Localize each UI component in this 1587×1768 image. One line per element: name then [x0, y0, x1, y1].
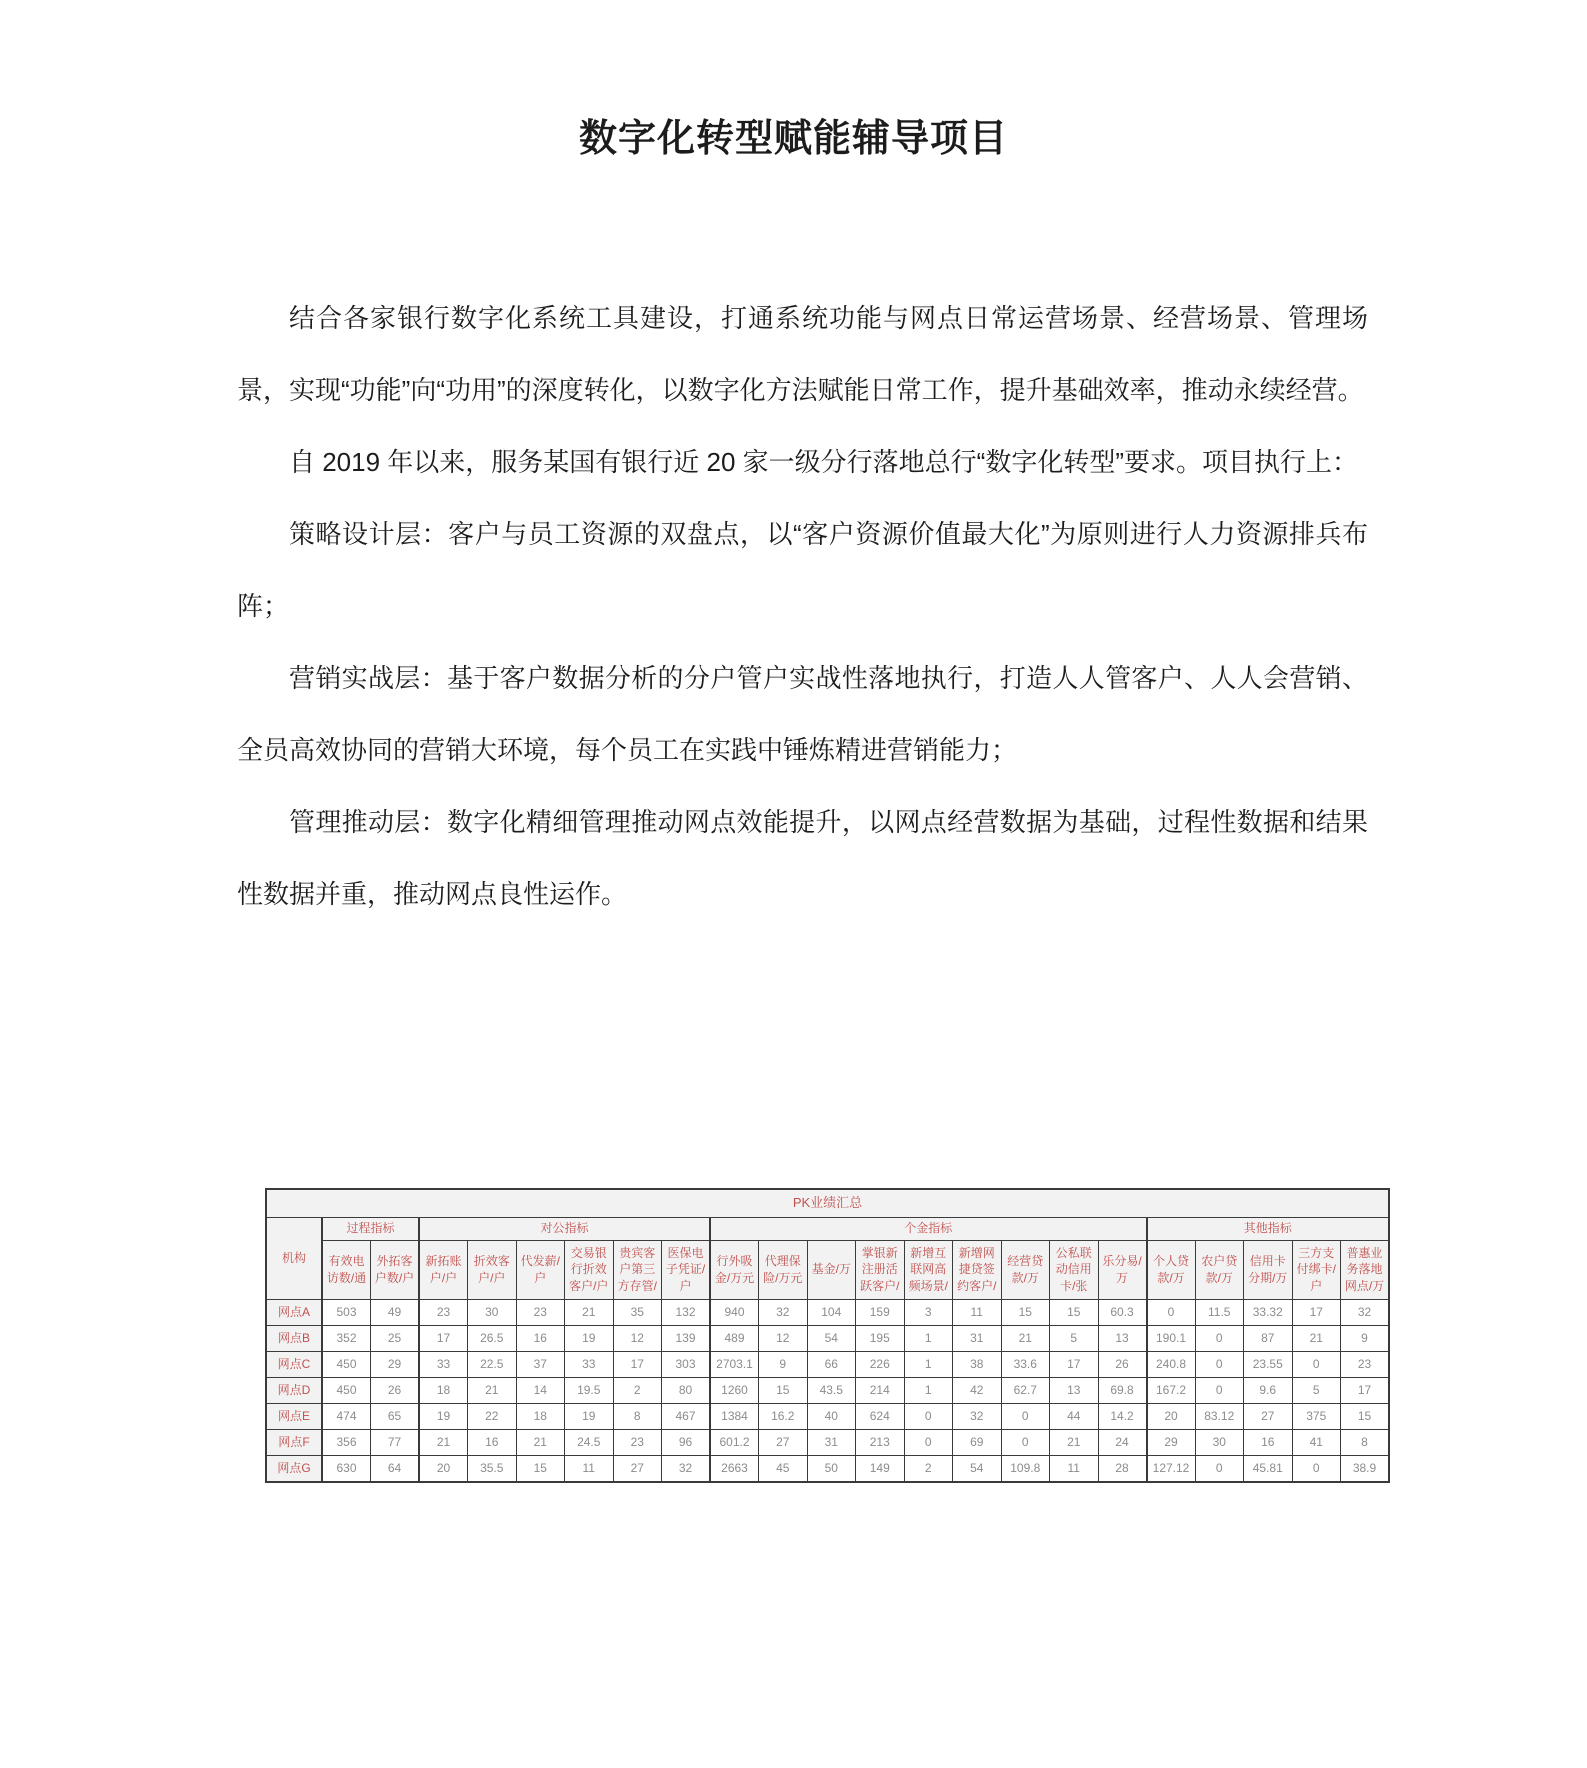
value-cell: 375 — [1292, 1403, 1341, 1429]
value-cell: 0 — [1292, 1455, 1341, 1482]
column-header: 代发薪/户 — [516, 1240, 565, 1299]
value-cell: 32 — [662, 1455, 711, 1482]
value-cell: 15 — [1050, 1299, 1099, 1325]
value-cell: 26 — [1098, 1351, 1147, 1377]
value-cell: 49 — [371, 1299, 420, 1325]
value-cell: 54 — [953, 1455, 1002, 1482]
table-row — [266, 1351, 1389, 1377]
column-header: 公私联动信用卡/张 — [1050, 1240, 1099, 1299]
value-cell: 356 — [322, 1429, 371, 1455]
value-cell: 66 — [807, 1351, 856, 1377]
table-row — [266, 1377, 1389, 1403]
value-cell: 30 — [1195, 1429, 1244, 1455]
value-cell: 0 — [1195, 1325, 1244, 1351]
value-cell: 474 — [322, 1403, 371, 1429]
value-cell: 213 — [856, 1429, 905, 1455]
value-cell: 195 — [856, 1325, 905, 1351]
value-cell: 303 — [662, 1351, 711, 1377]
value-cell: 17 — [1050, 1351, 1099, 1377]
value-cell: 0 — [1195, 1377, 1244, 1403]
value-cell: 38 — [953, 1351, 1002, 1377]
value-cell: 0 — [1292, 1351, 1341, 1377]
value-cell: 26 — [371, 1377, 420, 1403]
table-row — [266, 1325, 1389, 1351]
value-cell: 22.5 — [468, 1351, 517, 1377]
group-header: 对公指标 — [419, 1217, 710, 1240]
value-cell: 0 — [1195, 1455, 1244, 1482]
value-cell: 13 — [1050, 1377, 1099, 1403]
value-cell: 83.12 — [1195, 1403, 1244, 1429]
table-title-row — [266, 1189, 1389, 1218]
value-cell: 45 — [759, 1455, 808, 1482]
column-header: 普惠业务落地网点/万 — [1341, 1240, 1390, 1299]
value-cell: 16 — [468, 1429, 517, 1455]
value-cell: 29 — [371, 1351, 420, 1377]
value-cell: 12 — [613, 1325, 662, 1351]
value-cell: 33.6 — [1001, 1351, 1050, 1377]
column-header: 信用卡分期/万 — [1244, 1240, 1293, 1299]
value-cell: 11 — [953, 1299, 1002, 1325]
value-cell: 27 — [613, 1455, 662, 1482]
value-cell: 14.2 — [1098, 1403, 1147, 1429]
value-cell: 32 — [953, 1403, 1002, 1429]
group-header: 个金指标 — [710, 1217, 1147, 1240]
value-cell: 214 — [856, 1377, 905, 1403]
pk-performance-table — [265, 1188, 1390, 1483]
value-cell: 50 — [807, 1455, 856, 1482]
value-cell: 38.9 — [1341, 1455, 1390, 1482]
value-cell: 69 — [953, 1429, 1002, 1455]
value-cell: 17 — [1292, 1299, 1341, 1325]
value-cell: 240.8 — [1147, 1351, 1196, 1377]
value-cell: 0 — [904, 1403, 953, 1429]
column-header: 新增互联网高频场景/ — [904, 1240, 953, 1299]
value-cell: 21 — [1050, 1429, 1099, 1455]
org-cell: 网点B — [266, 1325, 322, 1351]
column-header-row — [266, 1240, 1389, 1299]
value-cell: 32 — [759, 1299, 808, 1325]
value-cell: 26.5 — [468, 1325, 517, 1351]
value-cell: 489 — [710, 1325, 759, 1351]
column-header: 医保电子凭证/户 — [662, 1240, 711, 1299]
value-cell: 149 — [856, 1455, 905, 1482]
value-cell: 0 — [1001, 1429, 1050, 1455]
value-cell: 21 — [1292, 1325, 1341, 1351]
value-cell: 60.3 — [1098, 1299, 1147, 1325]
value-cell: 64 — [371, 1455, 420, 1482]
org-cell: 网点D — [266, 1377, 322, 1403]
value-cell: 2663 — [710, 1455, 759, 1482]
paragraph-1: 结合各家银行数字化系统工具建设，打通系统功能与网点日常运营场景、经营场景、管理场景，实现“功能”向“功用”的深度转化，以数字化方法赋能日常工作，提升基础效率，推动永续经营。 — [237, 302, 1368, 405]
value-cell: 15 — [1341, 1403, 1390, 1429]
column-header: 新增网捷贷签约客户/ — [953, 1240, 1002, 1299]
value-cell: 21 — [468, 1377, 517, 1403]
value-cell: 30 — [468, 1299, 517, 1325]
value-cell: 20 — [1147, 1403, 1196, 1429]
value-cell: 1260 — [710, 1377, 759, 1403]
value-cell: 19 — [565, 1403, 614, 1429]
value-cell: 21 — [419, 1429, 468, 1455]
paragraph-3: 策略设计层：客户与员工资源的双盘点，以“客户资源价值最大化”为原则进行人力资源排兵布阵； — [237, 518, 1368, 621]
value-cell: 62.7 — [1001, 1377, 1050, 1403]
value-cell: 601.2 — [710, 1429, 759, 1455]
org-cell: 网点G — [266, 1455, 322, 1482]
column-header: 基金/万 — [807, 1240, 856, 1299]
value-cell: 29 — [1147, 1429, 1196, 1455]
value-cell: 16 — [1244, 1429, 1293, 1455]
value-cell: 1384 — [710, 1403, 759, 1429]
value-cell: 65 — [371, 1403, 420, 1429]
value-cell: 190.1 — [1147, 1325, 1196, 1351]
org-cell: 网点C — [266, 1351, 322, 1377]
value-cell: 43.5 — [807, 1377, 856, 1403]
value-cell: 11 — [565, 1455, 614, 1482]
value-cell: 17 — [613, 1351, 662, 1377]
value-cell: 20 — [419, 1455, 468, 1482]
value-cell: 3 — [904, 1299, 953, 1325]
value-cell: 2703.1 — [710, 1351, 759, 1377]
value-cell: 40 — [807, 1403, 856, 1429]
value-cell: 15 — [759, 1377, 808, 1403]
value-cell: 22 — [468, 1403, 517, 1429]
table-title: PK业绩汇总 — [266, 1189, 1389, 1218]
value-cell: 19 — [419, 1403, 468, 1429]
column-header: 经营贷款/万 — [1001, 1240, 1050, 1299]
column-header: 新拓账户/户 — [419, 1240, 468, 1299]
value-cell: 352 — [322, 1325, 371, 1351]
value-cell: 35 — [613, 1299, 662, 1325]
group-header-row — [266, 1217, 1389, 1240]
value-cell: 13 — [1098, 1325, 1147, 1351]
value-cell: 226 — [856, 1351, 905, 1377]
value-cell: 27 — [1244, 1403, 1293, 1429]
value-cell: 450 — [322, 1377, 371, 1403]
value-cell: 0 — [1195, 1351, 1244, 1377]
value-cell: 1 — [904, 1351, 953, 1377]
value-cell: 9 — [1341, 1325, 1390, 1351]
value-cell: 0 — [1147, 1299, 1196, 1325]
document-body — [0, 282, 1587, 930]
value-cell: 18 — [516, 1403, 565, 1429]
value-cell: 19 — [565, 1325, 614, 1351]
value-cell: 25 — [371, 1325, 420, 1351]
value-cell: 23 — [613, 1429, 662, 1455]
value-cell: 503 — [322, 1299, 371, 1325]
value-cell: 630 — [322, 1455, 371, 1482]
value-cell: 23 — [419, 1299, 468, 1325]
value-cell: 28 — [1098, 1455, 1147, 1482]
value-cell: 2 — [904, 1455, 953, 1482]
value-cell: 21 — [1001, 1325, 1050, 1351]
value-cell: 15 — [516, 1455, 565, 1482]
org-cell: 网点F — [266, 1429, 322, 1455]
column-header: 掌银新注册活跃客户/ — [856, 1240, 905, 1299]
value-cell: 24 — [1098, 1429, 1147, 1455]
column-header: 行外吸金/万元 — [710, 1240, 759, 1299]
table-row — [266, 1403, 1389, 1429]
value-cell: 109.8 — [1001, 1455, 1050, 1482]
value-cell: 104 — [807, 1299, 856, 1325]
org-cell: 网点A — [266, 1299, 322, 1325]
value-cell: 31 — [807, 1429, 856, 1455]
column-header: 个人贷款/万 — [1147, 1240, 1196, 1299]
paragraph-4: 营销实战层：基于客户数据分析的分户管户实战性落地执行，打造人人管客户、人人会营销、全员高效协同的营销大环境，每个员工在实践中锤炼精进营销能力； — [237, 662, 1368, 765]
column-header: 代理保险/万元 — [759, 1240, 808, 1299]
value-cell: 42 — [953, 1377, 1002, 1403]
value-cell: 1 — [904, 1377, 953, 1403]
value-cell: 44 — [1050, 1403, 1099, 1429]
value-cell: 41 — [1292, 1429, 1341, 1455]
value-cell: 45.81 — [1244, 1455, 1293, 1482]
paragraph-5: 管理推动层：数字化精细管理推动网点效能提升，以网点经营数据为基础，过程性数据和结果性数据并重，推动网点良性运作。 — [237, 806, 1368, 909]
value-cell: 940 — [710, 1299, 759, 1325]
value-cell: 8 — [1341, 1429, 1390, 1455]
value-cell: 87 — [1244, 1325, 1293, 1351]
value-cell: 9.6 — [1244, 1377, 1293, 1403]
column-header: 折效客户/户 — [468, 1240, 517, 1299]
value-cell: 467 — [662, 1403, 711, 1429]
value-cell: 15 — [1001, 1299, 1050, 1325]
value-cell: 11.5 — [1195, 1299, 1244, 1325]
value-cell: 8 — [613, 1403, 662, 1429]
value-cell: 77 — [371, 1429, 420, 1455]
column-header: 有效电访数/通 — [322, 1240, 371, 1299]
value-cell: 11 — [1050, 1455, 1099, 1482]
value-cell: 23 — [1341, 1351, 1390, 1377]
column-header: 三方支付绑卡/户 — [1292, 1240, 1341, 1299]
value-cell: 27 — [759, 1429, 808, 1455]
value-cell: 9 — [759, 1351, 808, 1377]
value-cell: 35.5 — [468, 1455, 517, 1482]
table-row — [266, 1429, 1389, 1455]
column-header: 外拓客户数/户 — [371, 1240, 420, 1299]
value-cell: 21 — [516, 1429, 565, 1455]
value-cell: 96 — [662, 1429, 711, 1455]
value-cell: 0 — [904, 1429, 953, 1455]
value-cell: 127.12 — [1147, 1455, 1196, 1482]
table-row — [266, 1299, 1389, 1325]
group-header: 其他指标 — [1147, 1217, 1390, 1240]
value-cell: 14 — [516, 1377, 565, 1403]
value-cell: 31 — [953, 1325, 1002, 1351]
value-cell: 21 — [565, 1299, 614, 1325]
org-column-header: 机构 — [266, 1217, 322, 1299]
paragraph-2: 自 2019 年以来，服务某国有银行近 20 家一级分行落地总行“数字化转型”要求。项目执行上： — [289, 446, 1358, 477]
group-header: 过程指标 — [322, 1217, 419, 1240]
value-cell: 23 — [516, 1299, 565, 1325]
value-cell: 32 — [1341, 1299, 1390, 1325]
value-cell: 33 — [565, 1351, 614, 1377]
document-title: 数字化转型赋能辅导项目 — [578, 118, 1008, 160]
column-header: 农户贷款/万 — [1195, 1240, 1244, 1299]
value-cell: 24.5 — [565, 1429, 614, 1455]
value-cell: 139 — [662, 1325, 711, 1351]
value-cell: 624 — [856, 1403, 905, 1429]
value-cell: 16.2 — [759, 1403, 808, 1429]
value-cell: 23.55 — [1244, 1351, 1293, 1377]
value-cell: 132 — [662, 1299, 711, 1325]
value-cell: 1 — [904, 1325, 953, 1351]
value-cell: 5 — [1050, 1325, 1099, 1351]
value-cell: 18 — [419, 1377, 468, 1403]
column-header: 贵宾客户第三方存管/ — [613, 1240, 662, 1299]
value-cell: 17 — [1341, 1377, 1390, 1403]
value-cell: 2 — [613, 1377, 662, 1403]
value-cell: 33.32 — [1244, 1299, 1293, 1325]
value-cell: 54 — [807, 1325, 856, 1351]
value-cell: 17 — [419, 1325, 468, 1351]
column-header: 交易银行折效客户/户 — [565, 1240, 614, 1299]
value-cell: 167.2 — [1147, 1377, 1196, 1403]
value-cell: 69.8 — [1098, 1377, 1147, 1403]
value-cell: 5 — [1292, 1377, 1341, 1403]
value-cell: 37 — [516, 1351, 565, 1377]
value-cell: 0 — [1001, 1403, 1050, 1429]
value-cell: 19.5 — [565, 1377, 614, 1403]
org-cell: 网点E — [266, 1403, 322, 1429]
value-cell: 80 — [662, 1377, 711, 1403]
value-cell: 12 — [759, 1325, 808, 1351]
value-cell: 159 — [856, 1299, 905, 1325]
value-cell: 16 — [516, 1325, 565, 1351]
pk-performance-table-wrap — [265, 1188, 1390, 1483]
value-cell: 450 — [322, 1351, 371, 1377]
table-row — [266, 1455, 1389, 1482]
value-cell: 33 — [419, 1351, 468, 1377]
column-header: 乐分易/万 — [1098, 1240, 1147, 1299]
